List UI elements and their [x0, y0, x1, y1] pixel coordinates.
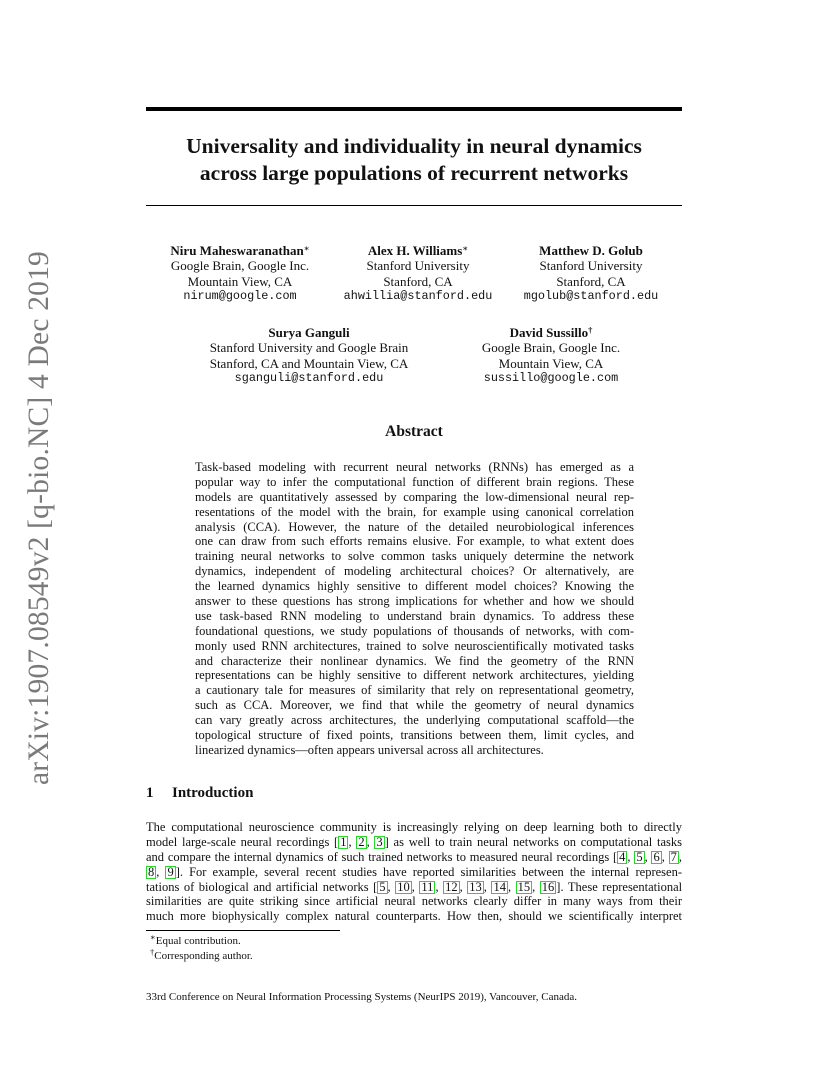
author-mark: ∗	[303, 243, 310, 253]
intro-line: The computational neuroscience community is increasingly relying on deep learning both to directly	[146, 820, 682, 834]
abstract-body	[195, 460, 634, 758]
citation-link[interactable]: 11	[421, 879, 434, 894]
author-email[interactable]: nirum@google.com	[183, 288, 297, 303]
author-location: Mountain View, CA	[187, 273, 293, 289]
section-title: Introduction	[172, 785, 254, 801]
footnote	[150, 932, 241, 948]
author-location: Stanford, CA and Mountain View, CA	[209, 355, 409, 371]
author-block	[466, 325, 636, 386]
abstract-line: the learned dynamics highly sensitive to different model choices? Knowing the	[195, 579, 634, 594]
intro-line: model large-scale neural recordings [ 1 , 2 , 3 ] as well to train neural networks on computational tasks	[146, 834, 682, 849]
abstract-line: Task-based modeling with recurrent neural networks (RNNs) has emerged as a	[195, 460, 634, 474]
author-affiliation: Google Brain, Google Inc.	[170, 258, 310, 274]
intro-line: 8 , 9 ]. For example, several recent studies have reported similarities between the internal represen-	[148, 864, 682, 879]
title-line-1: Universality and individuality in neural dynamics	[186, 134, 642, 158]
top-rule	[146, 107, 682, 111]
abstract-line: models are quantitatively assessed by comparing the low-dimensional neural rep-	[195, 489, 634, 504]
author-affiliation: Stanford University	[539, 258, 643, 274]
arxiv-identifier: arXiv:1907.08549v2 [q-bio.NC] 4 Dec 2019	[23, 250, 55, 785]
citation-link[interactable]: 5	[379, 879, 386, 894]
author-location: Mountain View, CA	[498, 355, 604, 371]
author-affiliation: Stanford University and Google Brain	[209, 340, 409, 356]
section-heading	[146, 785, 253, 802]
intro-line: and compare the internal dynamics of such trained networks to measured neural recordings [ 4 , 5 , 6 , 7 ,	[146, 849, 683, 864]
abstract-line: one can draw from such efforts remains elusive. For example, to what extent does	[195, 534, 634, 549]
citation-link[interactable]: 15	[517, 879, 531, 894]
citation-link[interactable]: 13	[469, 879, 482, 894]
section-number: 1	[146, 785, 154, 801]
abstract-line: training neural networks to solve common tasks uniquely determine the network	[195, 549, 634, 564]
author-block	[150, 243, 330, 304]
footnote-text: Equal contribution.	[155, 935, 241, 947]
author-name: Surya Ganguli	[268, 325, 350, 340]
title-line-2: across large populations of recurrent networks	[199, 161, 629, 185]
intro-line: similarities are quite striking since artificial neural networks clearly differ in many ways from their	[146, 894, 682, 909]
citation-link[interactable]: 8	[148, 864, 155, 879]
abstract-heading: Abstract	[385, 423, 443, 440]
footnote-mark: †	[150, 947, 155, 957]
conference-note: 33rd Conference on Neural Information Processing Systems (NeurIPS 2019), Vancouver, Canada.	[146, 991, 578, 1003]
author-email[interactable]: mgolub@stanford.edu	[523, 288, 659, 303]
abstract-line: can vary greatly across architectures, the underlying computational scaffold—the	[195, 713, 634, 728]
abstract-line: such as CCA. Moreover, we find that while the geometry of neural dynamics	[195, 698, 634, 713]
author-location: Stanford, CA	[383, 273, 453, 289]
citation-link[interactable]: 1	[340, 834, 347, 849]
citation-link[interactable]: 5	[636, 849, 643, 864]
footnote	[150, 947, 253, 963]
author-name: Matthew D. Golub	[539, 243, 643, 258]
citation-link[interactable]: 10	[397, 879, 410, 894]
paper-title	[146, 133, 682, 187]
author-mark: †	[588, 325, 593, 335]
abstract-line: use task-based RNN modeling to understand brain dynamics. To address these	[195, 608, 634, 623]
citation-link[interactable]: 2	[358, 834, 365, 849]
citation-link[interactable]: 6	[653, 849, 660, 864]
abstract-line: popular way to infer the computational function of different brain regions. These	[195, 474, 634, 489]
abstract-line: monly used RNN architectures, trained to solve neuroscientifically motivated tasks	[195, 638, 634, 653]
abstract-line: linearized dynamics—often appears universal across all architectures.	[195, 742, 544, 757]
citation-link[interactable]: 7	[670, 849, 677, 864]
intro-line: tations of biological and artificial networks [ 5 , 10 , 11 , 12 , 13 , 14 , 15 , 16 ]. These representational	[146, 879, 683, 894]
abstract-line: foundational questions, we study populations of thousands of networks, with com-	[195, 623, 634, 638]
abstract-line: topological structure of fixed points, transitions between them, limit cycles, and	[195, 728, 634, 743]
intro-line: much more biophysically complex natural counterparts. How then, should we scientifically interpret	[146, 909, 682, 924]
author-block	[333, 243, 503, 304]
citation-link[interactable]: 4	[619, 849, 626, 864]
author-email[interactable]: ahwillia@stanford.edu	[343, 288, 493, 303]
abstract-line: a cautionary tale for measures of similarity that rely on representational geometry,	[195, 683, 634, 698]
footnote-rule	[146, 930, 340, 931]
author-affiliation: Stanford University	[366, 258, 470, 274]
author-block	[506, 243, 676, 304]
author-name: Alex H. Williams	[367, 243, 463, 258]
title-bottom-rule	[146, 205, 682, 206]
abstract-line: dynamics, independent of modeling architectural choices? Or alternatively, are	[195, 564, 634, 579]
author-location: Stanford, CA	[556, 273, 626, 289]
author-affiliation: Google Brain, Google Inc.	[481, 340, 621, 356]
abstract-line: analysis (CCA). However, the nature of the detailed neurobiological inferences	[195, 519, 634, 534]
citation-link[interactable]: 3	[376, 834, 383, 849]
abstract-line: answer to these questions has strong implications for whether and how we should	[195, 594, 634, 609]
footnote-mark: ∗	[150, 932, 156, 942]
abstract-line: representations can be highly sensitive to different network architectures, yielding	[195, 668, 634, 683]
author-block	[196, 325, 422, 386]
citation-link[interactable]: 14	[493, 879, 506, 894]
author-name: Niru Maheswaranathan	[170, 243, 304, 258]
citation-link[interactable]: 9	[167, 864, 174, 879]
abstract-line: resentations of the model with the brain, for example using canonical correlation	[195, 504, 634, 519]
citation-link[interactable]: 12	[445, 879, 458, 894]
footnote-text: Corresponding author.	[154, 950, 253, 962]
author-mark: ∗	[462, 243, 469, 253]
abstract-line: and characterize their nonlinear dynamics. We find the geometry of the RNN	[195, 653, 634, 668]
citation-link[interactable]: 16	[541, 879, 555, 894]
intro-paragraph	[146, 820, 682, 924]
author-email[interactable]: sussillo@google.com	[483, 370, 619, 385]
author-email[interactable]: sganguli@stanford.edu	[234, 370, 384, 385]
author-name: David Sussillo	[509, 325, 589, 340]
